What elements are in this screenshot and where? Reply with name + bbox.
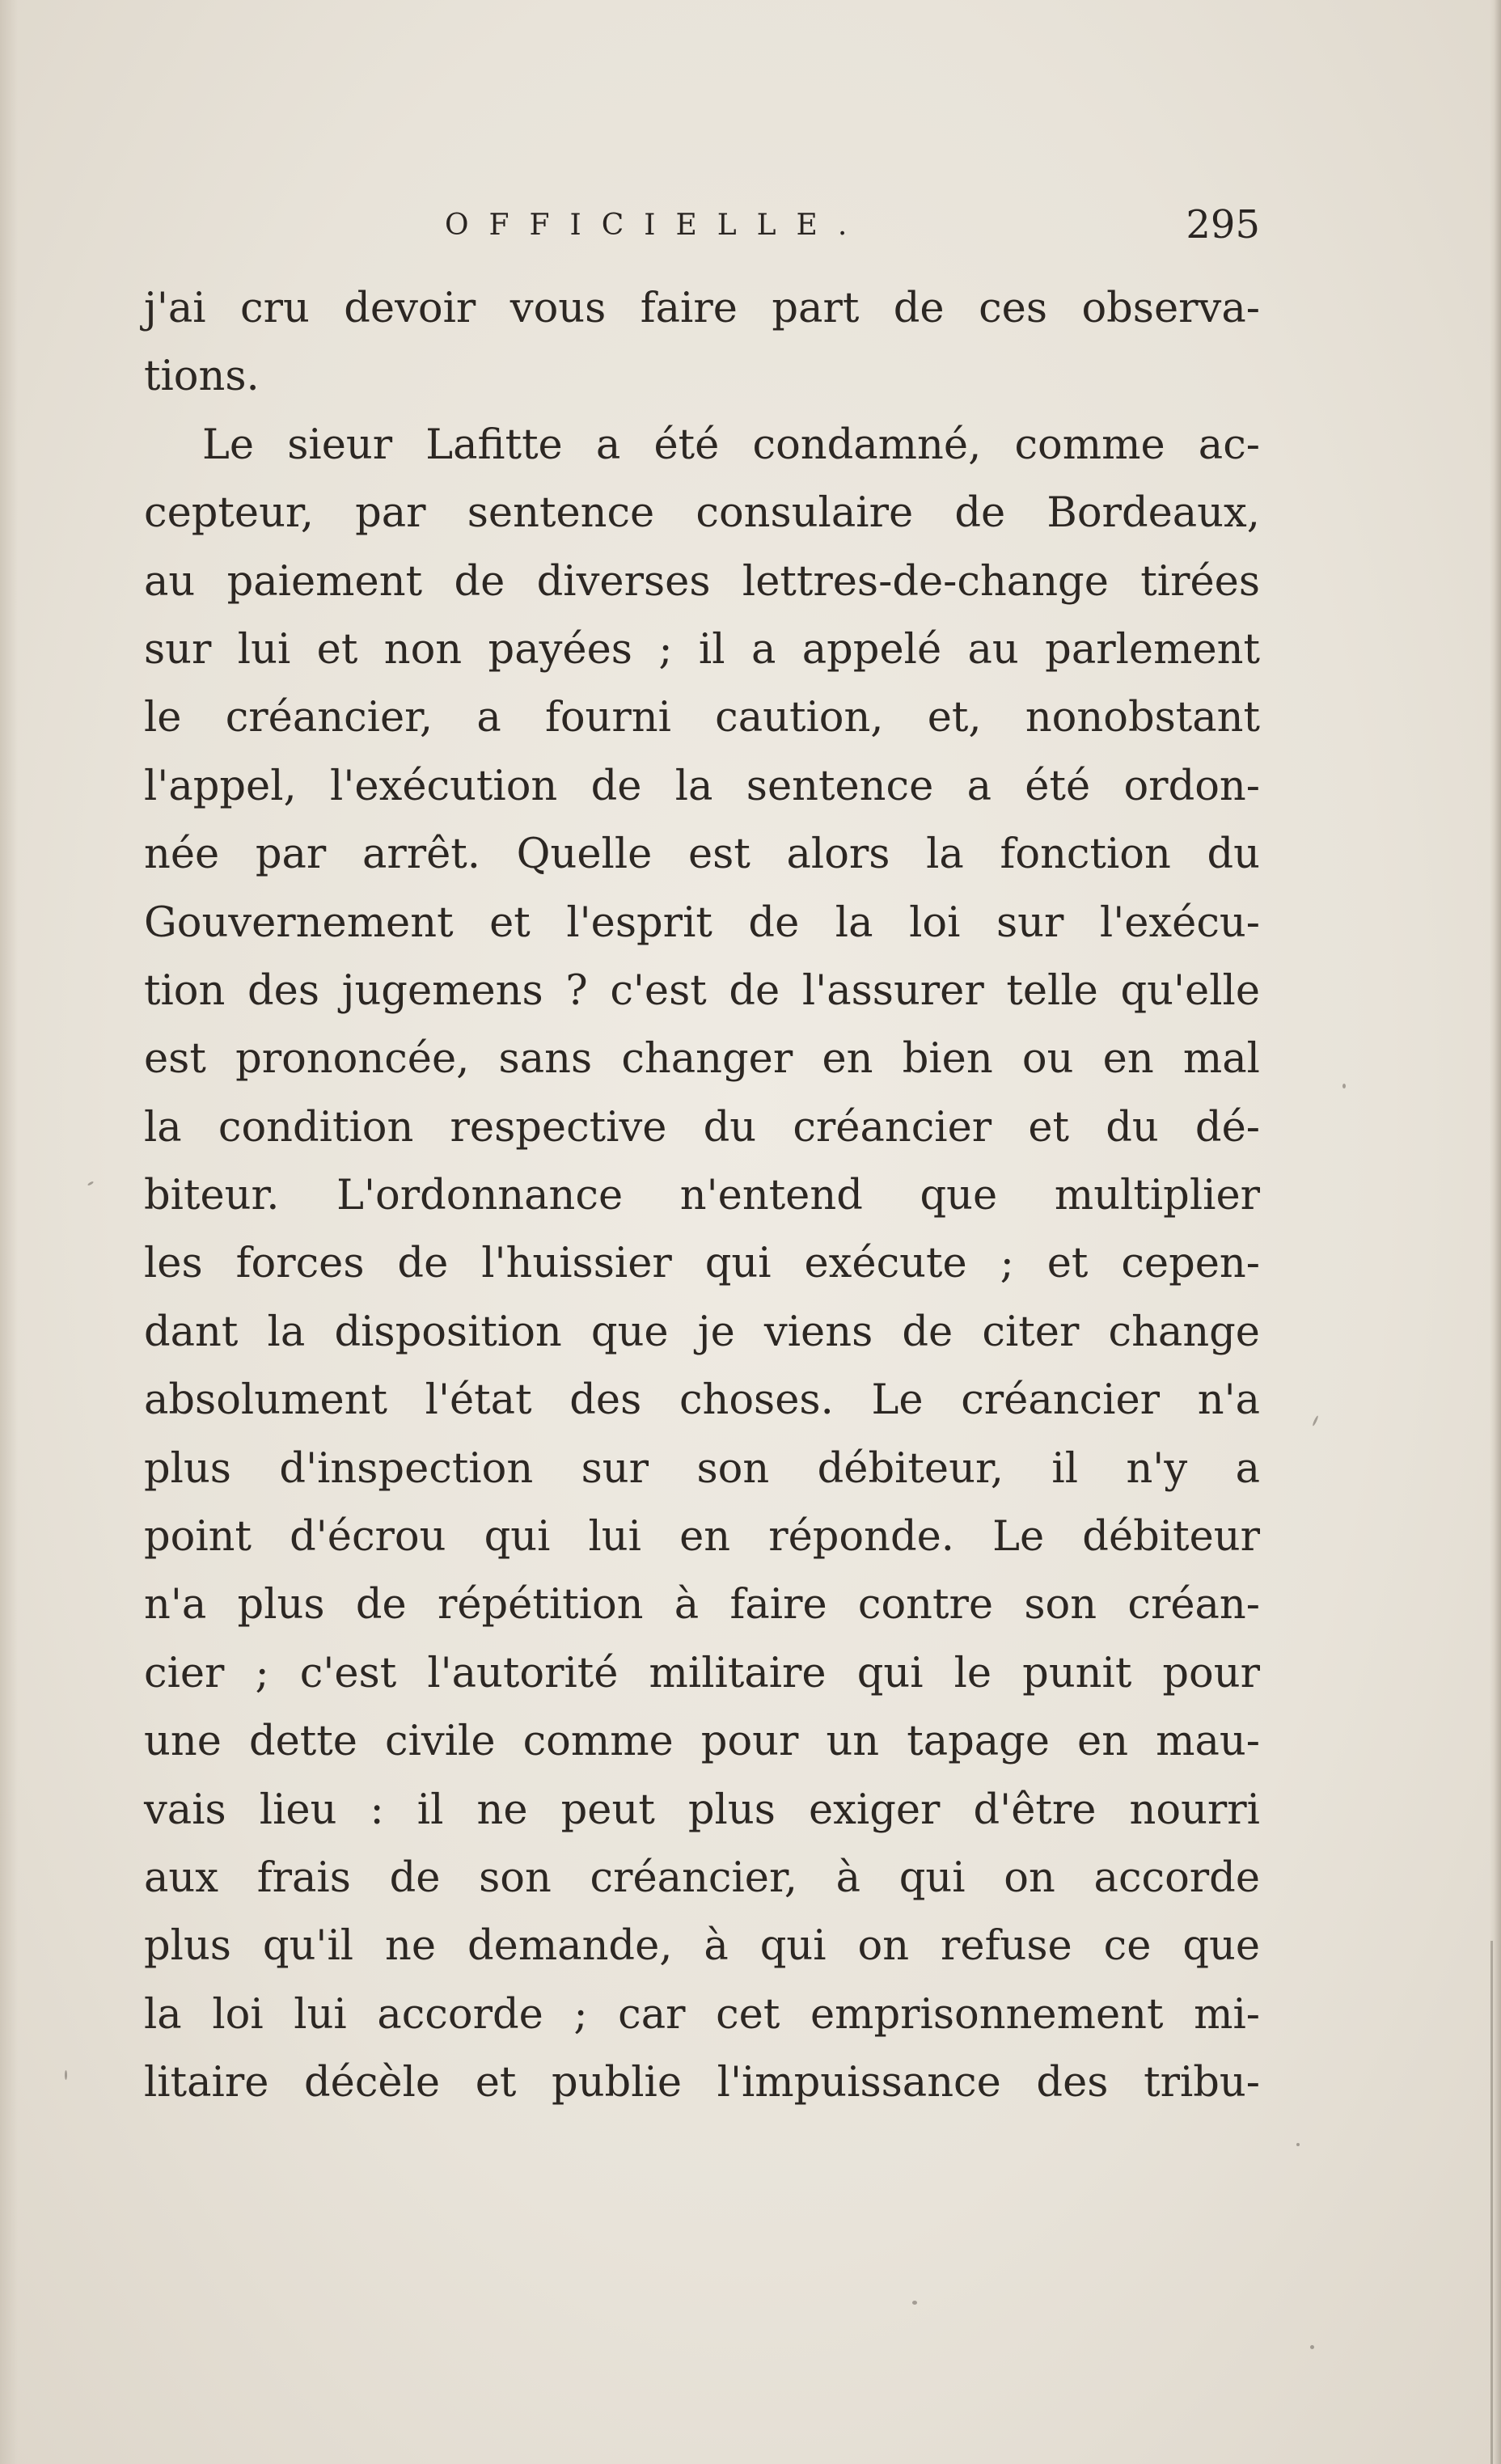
binding-shadow (0, 0, 18, 2464)
text-line: sur lui et non payées ; il a appelé au parlement (144, 625, 1260, 674)
text-line: aux frais de son créancier, à qui on accorde (144, 1853, 1260, 1902)
text-line: au paiement de diverses lettres-de-change tirées (144, 557, 1260, 606)
paper-speck (1312, 1415, 1319, 1426)
text-line: dant la disposition que je viens de citer change (144, 1308, 1260, 1356)
text-line: vais lieu : il ne peut plus exiger d'être nourri (144, 1786, 1260, 1834)
paper-speck (1342, 1084, 1346, 1088)
paper-speck (1310, 2345, 1314, 2349)
text-line: tion des jugemens ? c'est de l'assurer telle qu'elle (144, 966, 1260, 1015)
text-line: absolument l'état des choses. Le créancier n'a (144, 1376, 1260, 1425)
text-line: cier ; c'est l'autorité militaire qui le punit pour (144, 1649, 1260, 1697)
text-line: est prononcée, sans changer en bien ou en mal (144, 1035, 1260, 1084)
running-head: OFFICIELLE. (445, 209, 868, 242)
text-line: plus qu'il ne demande, à qui on refuse ce que (144, 1922, 1260, 1971)
text-line: une dette civile comme pour un tapage en mau- (144, 1718, 1260, 1766)
paper-speck (1296, 2143, 1300, 2146)
text-line: Gouvernement et l'esprit de la loi sur l'exécu- (144, 898, 1260, 947)
page-header (144, 202, 1260, 265)
text-line: cepteur, par sentence consulaire de Bordeaux, (144, 489, 1260, 538)
text-line: Le sieur Lafitte a été condamné, comme ac- (202, 421, 1260, 469)
text-line: plus d'inspection sur son débiteur, il n'y a (144, 1444, 1260, 1493)
text-line: biteur. L'ordonnance n'entend que multiplier (144, 1172, 1260, 1220)
text-line: l'appel, l'exécution de la sentence a été ordon- (144, 762, 1260, 810)
text-line: les forces de l'huissier qui exécute ; et cepen- (144, 1240, 1260, 1288)
paper-speck (65, 2070, 67, 2080)
paper-speck (87, 1181, 94, 1186)
page-number: 295 (1186, 202, 1260, 247)
text-line: n'a plus de répétition à faire contre son créan- (144, 1581, 1260, 1629)
text-line: j'ai cru devoir vous faire part de ces observa- (144, 285, 1260, 332)
text-line: point d'écrou qui lui en réponde. Le débiteur (144, 1513, 1260, 1562)
body-text (144, 275, 1260, 2118)
text-line: litaire décèle et publie l'impuissance des tribu- (144, 2059, 1260, 2107)
text-line: la loi lui accorde ; car cet emprisonnement mi- (144, 1990, 1260, 2039)
text-line: née par arrêt. Quelle est alors la fonction du (144, 830, 1260, 879)
paper-speck (912, 2301, 917, 2305)
page-edge-line (1490, 1941, 1493, 2464)
text-line: tions. (144, 353, 260, 401)
text-line: la condition respective du créancier et du dé- (144, 1103, 1260, 1152)
text-line: le créancier, a fourni caution, et, nonobstant (144, 694, 1260, 742)
